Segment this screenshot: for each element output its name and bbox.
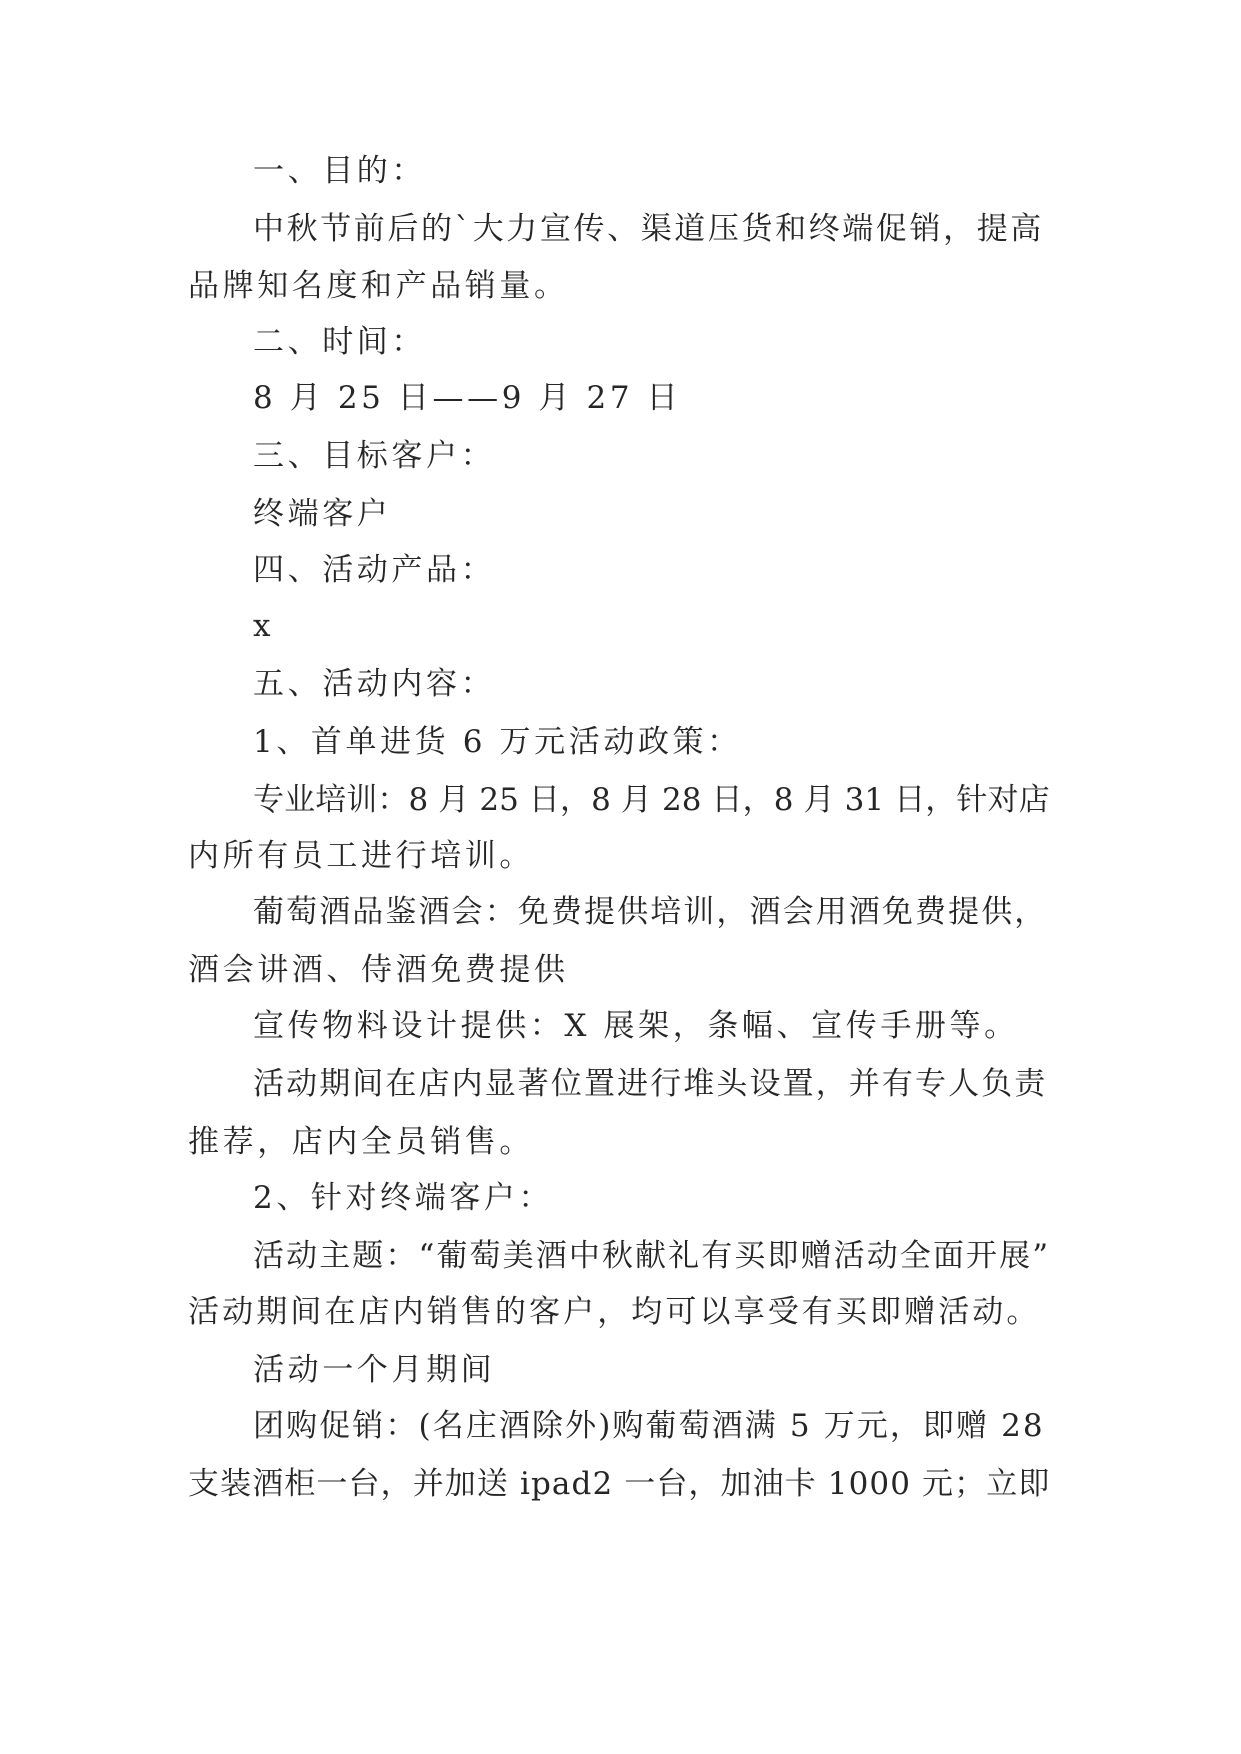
paragraph-line: 推荐，店内全员销售。: [188, 1124, 534, 1160]
paragraph-line: 宣传物料设计提供：X 展架，条幅、宣传手册等。: [253, 1008, 1019, 1044]
paragraph-line: 专业培训：8 月 25 日，8 月 28 日，8 月 31 日，针对店: [253, 782, 1050, 818]
paragraph-line: 酒会讲酒、侍酒免费提供: [188, 952, 569, 988]
paragraph-line: 团购促销：(名庄酒除外)购葡萄酒满 5 万元，即赠 28: [253, 1408, 1045, 1444]
heading-target-customers: 三、目标客户：: [253, 438, 496, 474]
paragraph-line: 葡萄酒品鉴酒会：免费提供培训，酒会用酒免费提供，: [253, 894, 1048, 930]
paragraph-line: 品牌知名度和产品销量。: [188, 268, 569, 304]
paragraph-line: 支装酒柜一台，并加送 ipad2 一台，加油卡 1000 元；立即: [188, 1466, 1051, 1502]
paragraph-line: 活动期间在店内显著位置进行堆头设置，并有专人负责: [253, 1066, 1048, 1102]
heading-time: 二、时间：: [253, 324, 426, 360]
paragraph-line: 8 月 25 日——9 月 27 日: [253, 380, 682, 416]
paragraph-line: 终端客户: [253, 496, 392, 532]
paragraph-line: 活动主题：“葡萄美酒中秋献礼有买即赠活动全面开展”: [253, 1238, 1051, 1274]
paragraph-line: 中秋节前后的`大力宣传、渠道压货和终端促销，提高: [253, 211, 1044, 247]
heading-terminal-customers: 2、针对终端客户：: [253, 1180, 554, 1216]
paragraph-line: 活动一个月期间: [253, 1352, 496, 1388]
heading-purpose: 一、目的：: [253, 153, 426, 189]
paragraph-line: 1、首单进货 6 万元活动政策：: [253, 724, 742, 760]
paragraph-line: 活动期间在店内销售的客户，均可以享受有买即赠活动。: [188, 1294, 1041, 1330]
paragraph-line: x: [253, 608, 275, 644]
heading-content: 五、活动内容：: [253, 666, 496, 702]
paragraph-line: 内所有员工进行培训。: [188, 838, 534, 874]
heading-products: 四、活动产品：: [253, 552, 496, 588]
